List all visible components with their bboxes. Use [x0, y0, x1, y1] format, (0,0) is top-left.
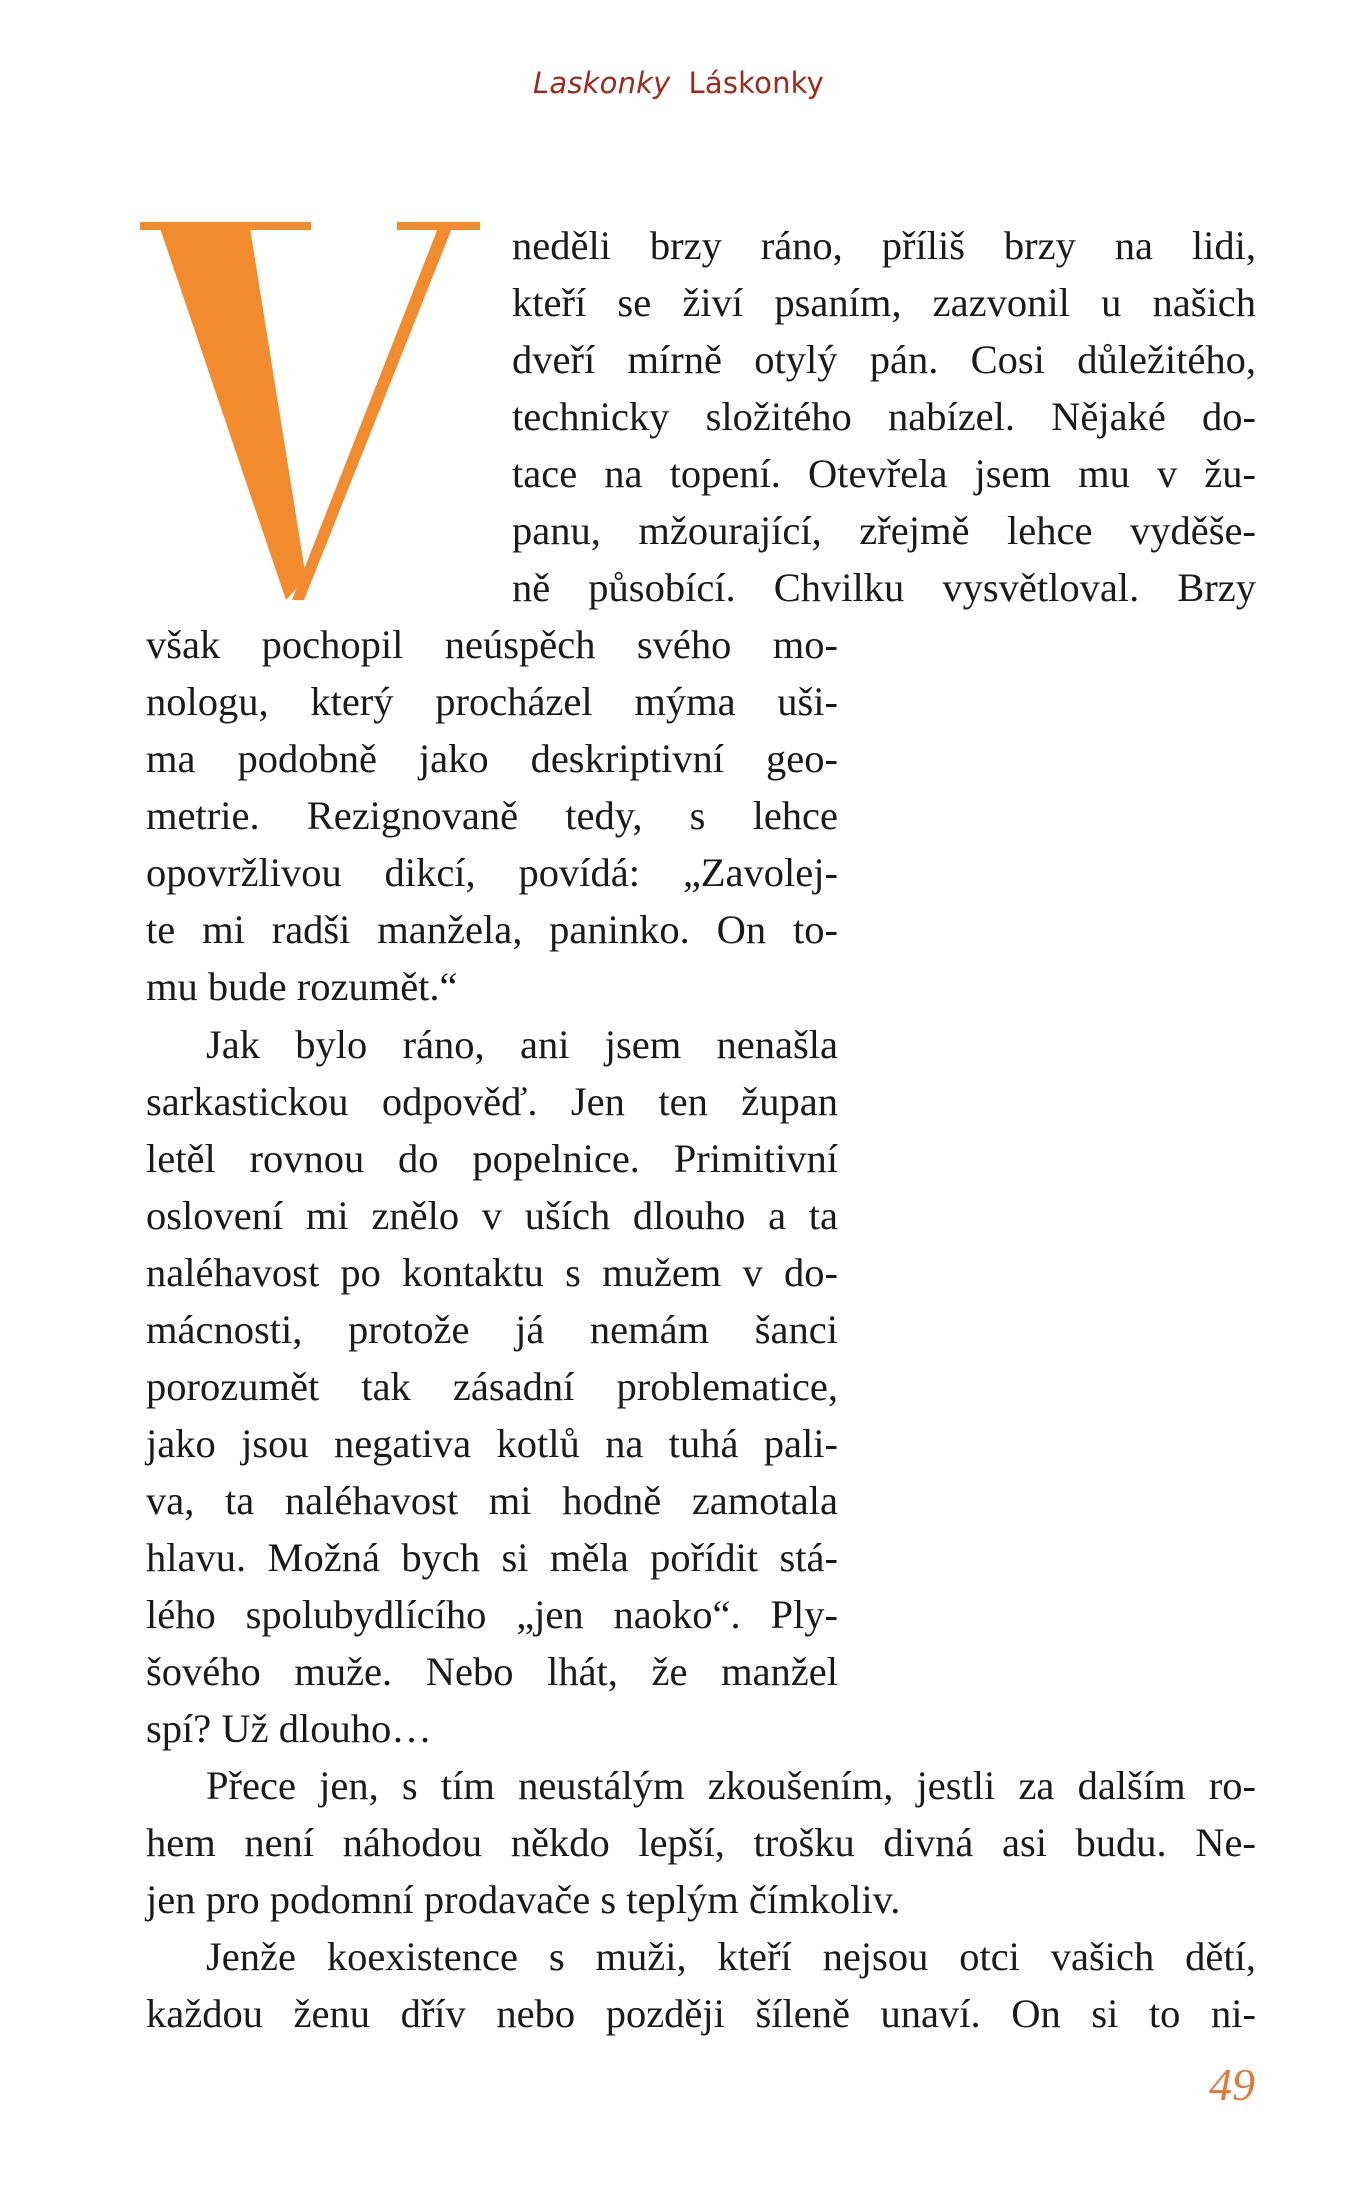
text-line: neděli brzy ráno, příliš brzy na lidi,	[512, 223, 1256, 268]
text-line: mácnosti, protože já nemám šanci	[146, 1307, 838, 1352]
text-line: tace na topení. Otevřela jsem mu v žu-	[512, 451, 1256, 496]
text-line: spí? Už dlouho…	[146, 1706, 432, 1751]
text-line: opovržlivou dikcí, povídá: „Zavolej-	[146, 850, 838, 895]
text-line: oslovení mi znělo v uších dlouho a ta	[146, 1193, 838, 1238]
text-line: šového muže. Nebo lhát, že manžel	[146, 1649, 838, 1694]
text-line: porozumět tak zásadní problematice,	[146, 1364, 838, 1409]
text-line: panu, mžourající, zřejmě lehce vyděše-	[512, 508, 1256, 553]
text-line: naléhavost po kontaktu s mužem v do-	[146, 1250, 838, 1295]
text-line: sarkastickou odpověď. Jen ten župan	[146, 1079, 838, 1124]
text-line: metrie. Rezignovaně tedy, s lehce	[146, 793, 838, 838]
text-line: ma podobně jako deskriptivní geo-	[146, 736, 838, 781]
text-line: každou ženu dřív nebo později šíleně unaví. On si to ni-	[146, 1991, 1256, 2036]
text-line: dveří mírně otylý pán. Cosi důležitého,	[512, 337, 1256, 382]
text-line: kteří se živí psaním, zazvonil u našich	[512, 280, 1256, 325]
text-line: však pochopil neúspěch svého mo-	[146, 622, 838, 667]
text-line: technicky složitého nabízel. Nějaké do-	[512, 394, 1256, 439]
text-line: va, ta naléhavost mi hodně zamotala	[146, 1478, 838, 1523]
text-line: Přece jen, s tím neustálým zkoušením, jestli za dalším ro-	[206, 1763, 1256, 1808]
text-line: lého spolubydlícího „jen naoko“. Ply-	[146, 1592, 838, 1637]
text-line: te mi radši manžela, paninko. On to-	[146, 907, 838, 952]
dropcap-v	[140, 222, 480, 602]
header-series-title: Láskonky	[688, 66, 824, 100]
running-header	[0, 66, 1357, 100]
text-line: Jak bylo ráno, ani jsem nenašla	[206, 1022, 838, 1067]
header-series-italic: Laskonky	[533, 66, 671, 100]
text-line: jen pro podomní prodavače s teplým čímkoliv.	[146, 1877, 901, 1922]
text-line: letěl rovnou do popelnice. Primitivní	[146, 1136, 838, 1181]
text-line: hlavu. Možná bych si měla pořídit stá-	[146, 1535, 838, 1580]
text-line: mu bude rozumět.“	[146, 964, 458, 1009]
dropcap-right-stroke	[292, 228, 452, 600]
text-line: nologu, který procházel mýma uši-	[146, 679, 838, 724]
text-line: ně působící. Chvilku vysvětloval. Brzy	[512, 565, 1256, 610]
text-line: hem není náhodou někdo lepší, trošku divná asi budu. Ne-	[146, 1820, 1256, 1865]
page-number: 49	[1209, 2059, 1255, 2110]
text-line: jako jsou negativa kotlů na tuhá pali-	[146, 1421, 838, 1466]
text-line: Jenže koexistence s muži, kteří nejsou otci vašich dětí,	[206, 1934, 1256, 1979]
dropcap-left-stroke	[160, 228, 306, 600]
